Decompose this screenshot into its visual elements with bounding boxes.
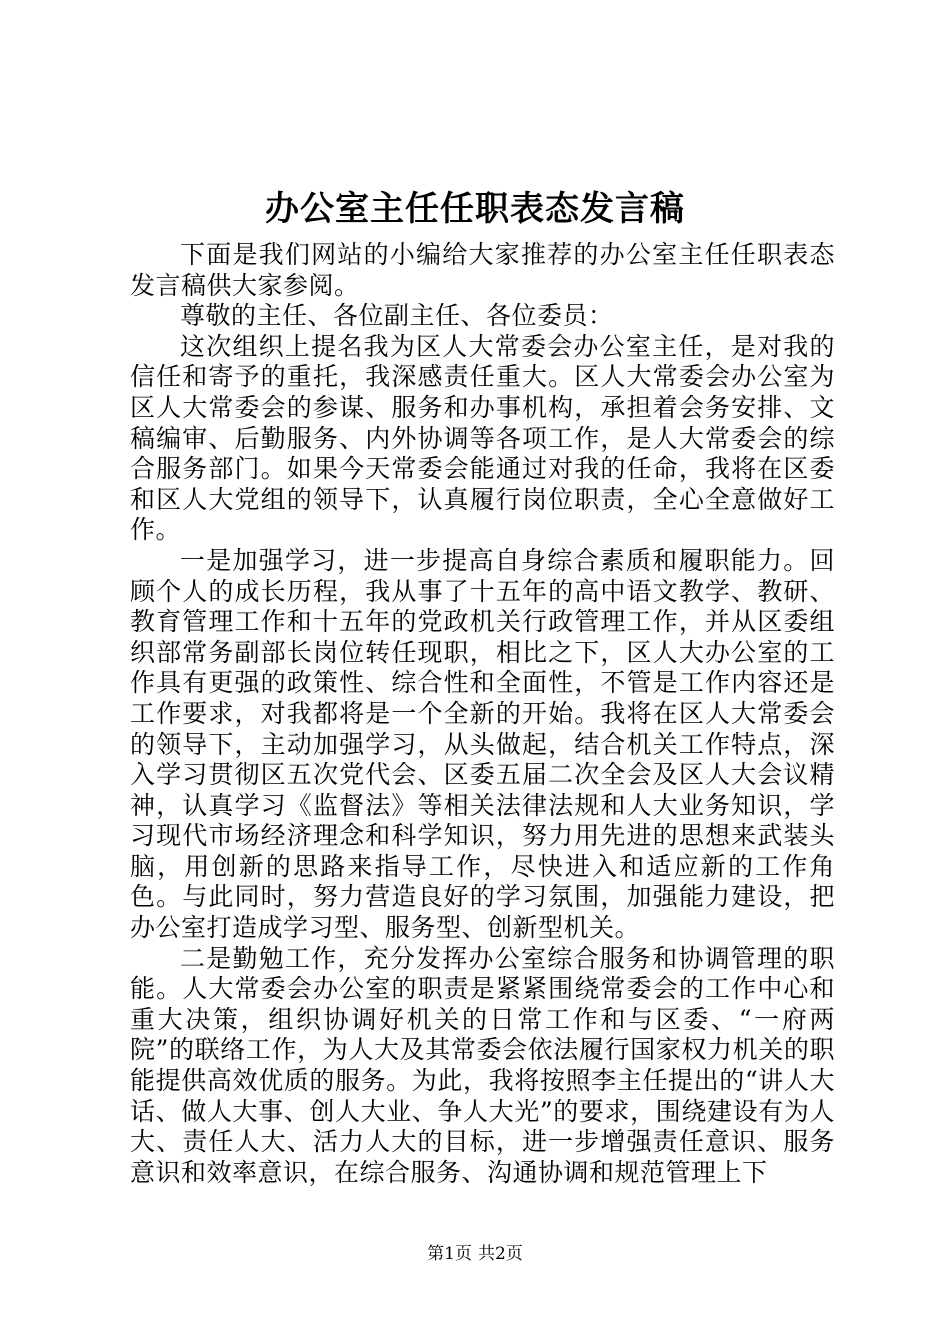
- document-body: [130, 240, 835, 1188]
- paragraph-point-one: 一是加强学习，进一步提高自身综合素质和履职能力。回顾个人的成长历程，我从事了十五年的高中语文教学、教研、教育管理工作和十五年的党政机关行政管理工作，并从区委组织部常务副部长岗位转任现职，相比之下，区人大办公室的工作具有更强的政策性、综合性和全面性，不管是工作内容还是工作要求，对我都将是一个全新的开始。我将在区人大常委会的领导下，主动加强学习，从头做起，结合机关工作特点，深入学习贯彻区五次党代会、区委五届二次全会及区人大会议精神，认真学习《监督法》等相关法律法规和人大业务知识，学习现代市场经济理念和科学知识，努力用先进的思想来武装头脑，用创新的思路来指导工作，尽快进入和适应新的工作角色。与此同时，努力营造良好的学习氛围，加强能力建设，把办公室打造成学习型、服务型、创新型机关。: [130, 545, 835, 943]
- paragraph-salutation: 尊敬的主任、各位副主任、各位委员：: [180, 301, 614, 331]
- page-footer: [0, 1243, 950, 1265]
- paragraph-opening: 这次组织上提名我为区人大常委会办公室主任，是对我的信任和寄予的重托，我深感责任重大。区人大常委会办公室为区人大常委会的参谋、服务和办事机构，承担着会务安排、文稿编审、后勤服务、内外协调等各项工作，是人大常委会的综合服务部门。如果今天常委会能通过对我的任命，我将在区委和区人大党组的领导下，认真履行岗位职责，全心全意做好工作。: [130, 331, 835, 545]
- paragraph-point-two: 二是勤勉工作，充分发挥办公室综合服务和协调管理的职能。人大常委会办公室的职责是紧紧围绕常委会的工作中心和重大决策，组织协调好机关的日常工作和与区委、“一府两院”的联络工作，为人大及其常委会依法履行国家权力机关的职能提供高效优质的服务。为此，我将按照李主任提出的“讲人大话、做人大事、创人大业、争人大光”的要求，围绕建设有为人大、责任人大、活力人大的目标，进一步增强责任意识、服务意识和效率意识，在综合服务、沟通协调和规范管理上下: [130, 943, 835, 1187]
- paragraph-intro: 下面是我们网站的小编给大家推荐的办公室主任任职表态发言稿供大家参阅。: [130, 240, 835, 300]
- document-title: 办公室主任任职表态发言稿: [265, 189, 685, 229]
- page-number: 第1页: [427, 1244, 472, 1264]
- page-total: 共2页: [478, 1244, 523, 1264]
